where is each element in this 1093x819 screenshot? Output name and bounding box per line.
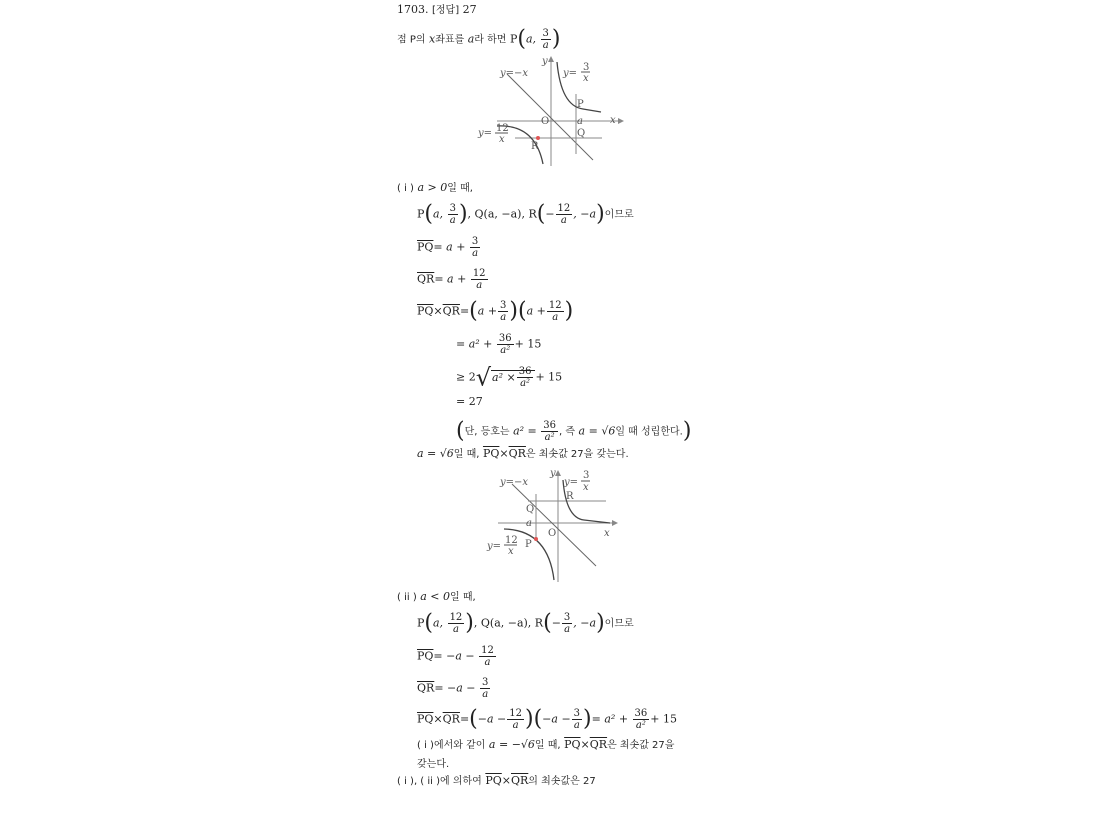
graph-case1 bbox=[475, 54, 625, 172]
case2-points-tail: 이므로 bbox=[604, 618, 634, 630]
case1-heading-num: ( i ) bbox=[397, 183, 414, 194]
intro-text-pre: 점 P의 bbox=[397, 34, 426, 46]
case1-step4-text: = 27 bbox=[456, 395, 483, 408]
case1-note-pre: 단, 등호는 bbox=[464, 426, 510, 438]
case2-prod-f2-a: −a − bbox=[542, 712, 571, 726]
case2-point-p-frac: $\frac{12}{a}$ bbox=[449, 612, 463, 635]
case1-step4 bbox=[456, 395, 483, 409]
case1-note-eq: a² = bbox=[513, 424, 537, 438]
graph2-point-r: R bbox=[566, 491, 574, 502]
case1-prod-qr: $\overline{QR}$ bbox=[442, 304, 460, 318]
graph2-y-label: y bbox=[550, 468, 556, 479]
case1-note-a: a = √6 bbox=[578, 424, 616, 438]
graph2-label-y3-num: 3 bbox=[583, 470, 590, 481]
case2-pq-frac: $\frac{12}{a}$ bbox=[481, 645, 494, 668]
case1-prod-times: × bbox=[433, 304, 443, 318]
case1-pq-line bbox=[417, 236, 481, 259]
case1-note-frac: $\frac{36}{\text{a²}}$ bbox=[543, 420, 557, 443]
final-times: × bbox=[501, 774, 511, 787]
case1-step3: ≥ 2√a² × $\frac{36}{\text{a²}}$ + 15 bbox=[456, 363, 563, 392]
case2-prod-frac: $\frac{36}{\text{a²}}$ bbox=[634, 708, 648, 731]
case2-heading-cond: a < 0 bbox=[420, 590, 450, 603]
graph2-y-arrow bbox=[555, 470, 561, 476]
graph2-label-y3: y= bbox=[564, 477, 579, 488]
case2-note1-mid: 일 때, bbox=[534, 740, 561, 751]
case2-qr-frac: $\frac{3}{a}$ bbox=[482, 677, 489, 700]
case1-point-r-frac: $\frac{12}{a}$ bbox=[557, 203, 571, 226]
case2-prod-tail: + 15 bbox=[650, 712, 677, 726]
graph1-a-tick: a bbox=[577, 116, 583, 127]
case1-conclusion-mid: 일 때, bbox=[453, 449, 480, 460]
case2-note1-qr: $\overline{QR}$ bbox=[589, 738, 608, 751]
case2-note1-times: × bbox=[580, 738, 590, 751]
case1-point-p-a: a, bbox=[433, 207, 444, 221]
graph1-label-y3-den: x bbox=[583, 73, 589, 84]
case2-note1-a: a = −√6 bbox=[488, 738, 535, 751]
case2-heading bbox=[397, 590, 476, 605]
case1-point-p: P bbox=[417, 207, 425, 221]
case2-pq-label: $\overline{PQ}$ bbox=[417, 649, 434, 663]
graph1-point-p: P bbox=[577, 99, 584, 110]
case1-prod-eq: = bbox=[459, 304, 470, 318]
problem-number: 1703. bbox=[397, 3, 429, 16]
case2-qr-line bbox=[417, 677, 491, 700]
case2-qr-expr: = −a − bbox=[434, 681, 476, 695]
case1-heading-cond: a > 0 bbox=[417, 181, 448, 194]
case2-product-line: $\overline{PQ}\times\overline{QR}=(-a$ − $\frac{12}{a}$ )(−a − $\frac{3}{a}$ )= a² + $\frac{36}{\text{a²}}$ + 15 bbox=[417, 706, 677, 732]
case1-pq-expr: = a + bbox=[433, 240, 466, 254]
graph2-label-y3-den: x bbox=[583, 482, 589, 493]
final-post: 의 최솟값은 27 bbox=[528, 776, 596, 787]
case1-step3-tail: + 15 bbox=[535, 370, 563, 384]
case1-step3-sqrt: a² × $\frac{36}{\text{a²}}$ bbox=[491, 370, 535, 384]
case1-point-p-frac: $\frac{3}{a}$ bbox=[449, 203, 456, 226]
problem-header bbox=[397, 3, 477, 18]
case1-points: P(a, $\frac{3}{a}$ ), Q(a, −a), R(− $\frac{12}{a}$ , −a)이므로 bbox=[417, 201, 634, 227]
graph2-point-p: P bbox=[525, 539, 532, 550]
case2-point-p: P bbox=[417, 616, 425, 630]
case1-pq-label: $\overline{PQ}$ bbox=[417, 240, 434, 254]
case1-conclusion bbox=[417, 447, 629, 462]
case1-step2-tail: + 15 bbox=[514, 337, 542, 351]
case1-conclusion-times: × bbox=[499, 447, 509, 460]
case1-conclusion-qr: $\overline{QR}$ bbox=[508, 447, 526, 460]
graph1-point-r: R bbox=[531, 141, 539, 152]
intro-line bbox=[397, 28, 561, 51]
case2-pq-line bbox=[417, 645, 497, 668]
graph1-label-y12-num: 12 bbox=[496, 123, 509, 134]
case1-step2-eq: = a² + bbox=[456, 337, 493, 351]
case1-qr-expr: = a + bbox=[434, 272, 467, 286]
intro-fraction: $\frac{3}{a}$ bbox=[542, 28, 549, 51]
case2-prod-eq: = bbox=[459, 712, 470, 726]
intro-text-mid: 좌표를 bbox=[435, 34, 465, 46]
intro-lparen: ( bbox=[517, 26, 526, 52]
case2-prod-qr: $\overline{QR}$ bbox=[442, 712, 460, 726]
graph1-label-y12: y= bbox=[478, 128, 493, 139]
case1-qr-label: $\overline{QR}$ bbox=[417, 272, 435, 286]
case1-step3-geq: ≥ 2 bbox=[456, 370, 476, 384]
graph1-y-arrow bbox=[548, 56, 554, 62]
case1-prod-pq: $\overline{PQ}$ bbox=[417, 304, 434, 318]
case1-prod-f2-a: a + bbox=[526, 304, 546, 318]
case2-prod-f1-frac: $\frac{12}{a}$ bbox=[509, 708, 522, 731]
case2-heading-num: ( ii ) bbox=[397, 592, 417, 603]
graph2-label-y12-num: 12 bbox=[505, 535, 518, 546]
intro-text-post: 라 하면 bbox=[474, 34, 507, 46]
graph2-origin: O bbox=[548, 528, 557, 539]
case1-pq-frac: $\frac{3}{a}$ bbox=[471, 236, 479, 259]
case2-qr-label: $\overline{QR}$ bbox=[417, 681, 435, 695]
graph1-origin: O bbox=[541, 116, 550, 127]
graph1-x-arrow bbox=[618, 118, 624, 124]
case2-note2 bbox=[417, 757, 449, 772]
case1-point-r-tail: , −a bbox=[573, 207, 597, 221]
case2-note1 bbox=[417, 738, 674, 753]
case2-note1-pre: ( i )에서와 같이 bbox=[417, 740, 486, 751]
case1-step2-frac: $\frac{36}{\text{a²}}$ bbox=[498, 333, 512, 356]
graph1-point-q: Q bbox=[577, 128, 586, 139]
case2-prod-mid: = a² + bbox=[591, 712, 629, 726]
graph2-point-p-marker bbox=[534, 537, 538, 541]
case2-pq-expr: = −a − bbox=[433, 649, 475, 663]
case2-note1-pq: $\overline{PQ}$ bbox=[564, 738, 581, 751]
graph2-label-neg-x: y=−x bbox=[500, 477, 529, 488]
case1-qr-frac: $\frac{12}{a}$ bbox=[472, 268, 486, 291]
answer-value: 27 bbox=[462, 3, 477, 16]
case1-conclusion-post: 은 최솟값 27을 갖는다. bbox=[525, 449, 629, 460]
graph2-label-y12: y= bbox=[487, 541, 502, 552]
case1-point-q: , Q(a, −a), R bbox=[467, 207, 537, 221]
case1-note-mid: , 즉 bbox=[559, 426, 576, 438]
case1-prod-f1-a: a + bbox=[477, 304, 498, 318]
intro-point: P bbox=[509, 32, 518, 46]
graph2-x-arrow bbox=[612, 520, 618, 526]
intro-rparen: ) bbox=[551, 26, 561, 52]
case2-prod-f2-frac: $\frac{3}{a}$ bbox=[573, 708, 581, 731]
graph2-line-neg-x bbox=[512, 484, 596, 566]
case1-prod-f2-frac: $\frac{12}{a}$ bbox=[548, 300, 562, 323]
case2-point-q: , Q(a, −a), R bbox=[473, 616, 544, 630]
case2-point-p-a: a, bbox=[433, 616, 444, 630]
graph2-a-tick: a bbox=[526, 518, 532, 529]
final-pq: $\overline{PQ}$ bbox=[485, 774, 502, 787]
intro-x-var: x bbox=[429, 32, 436, 46]
case1-product-line: $\overline{PQ}\times\overline{QR}=(a$ + $\frac{3}{a}$ )(a + $\frac{12}{a}$ ) bbox=[417, 298, 574, 324]
case1-note: (단, 등호는 a² = $\frac{36}{\text{a²}}$ , 즉 a = √6일 때 성립한다.) bbox=[456, 418, 692, 444]
intro-coord-a: a, bbox=[525, 32, 537, 46]
case2-points: P(a, $\frac{12}{a}$ ), Q(a, −a), R(− $\frac{3}{a}$ , −a)이므로 bbox=[417, 610, 634, 636]
graph2-x-label: x bbox=[604, 528, 610, 539]
graph1-point-r-marker bbox=[536, 136, 540, 140]
case2-prod-times: × bbox=[433, 712, 443, 726]
case2-heading-text: 일 때, bbox=[450, 592, 476, 603]
case1-step2 bbox=[456, 333, 541, 356]
case2-note2-text: 갖는다. bbox=[417, 759, 450, 770]
case1-conclusion-a: a = √6 bbox=[417, 447, 454, 460]
case2-prod-f1-a: −a − bbox=[477, 712, 507, 726]
graph-case2 bbox=[484, 466, 624, 584]
graph1-y-label: y bbox=[542, 56, 548, 67]
graph1-x-label: x bbox=[610, 115, 616, 126]
answer-tag: [정답] bbox=[432, 5, 460, 16]
case2-note1-post: 은 최솟값 27을 bbox=[607, 740, 675, 751]
graph1-label-y3-num: 3 bbox=[583, 62, 590, 73]
graph1-label-neg-x: y=−x bbox=[500, 68, 529, 79]
intro-a-var: a bbox=[467, 32, 475, 46]
final-conclusion bbox=[397, 774, 596, 789]
graph1-label-y3: y= bbox=[563, 68, 578, 79]
case1-heading bbox=[397, 181, 473, 196]
case2-point-r-frac: $\frac{3}{a}$ bbox=[563, 612, 571, 635]
case1-qr-line bbox=[417, 268, 489, 291]
case1-note-post: 일 때 성립한다. bbox=[615, 426, 683, 438]
case2-point-r-tail: , −a bbox=[573, 616, 597, 630]
graph2-point-q: Q bbox=[526, 504, 535, 515]
case2-prod-pq: $\overline{PQ}$ bbox=[417, 712, 434, 726]
final-pre: ( i ), ( ii )에 의하여 bbox=[397, 776, 482, 787]
case1-conclusion-pq: $\overline{PQ}$ bbox=[482, 447, 500, 460]
case1-heading-text: 일 때, bbox=[447, 183, 473, 194]
graph1-label-y12-den: x bbox=[499, 134, 505, 145]
graph2-label-y12-den: x bbox=[508, 546, 514, 557]
case1-points-tail: 이므로 bbox=[604, 209, 634, 221]
case1-prod-f1-frac: $\frac{3}{a}$ bbox=[500, 300, 507, 323]
final-qr: $\overline{QR}$ bbox=[510, 774, 529, 787]
